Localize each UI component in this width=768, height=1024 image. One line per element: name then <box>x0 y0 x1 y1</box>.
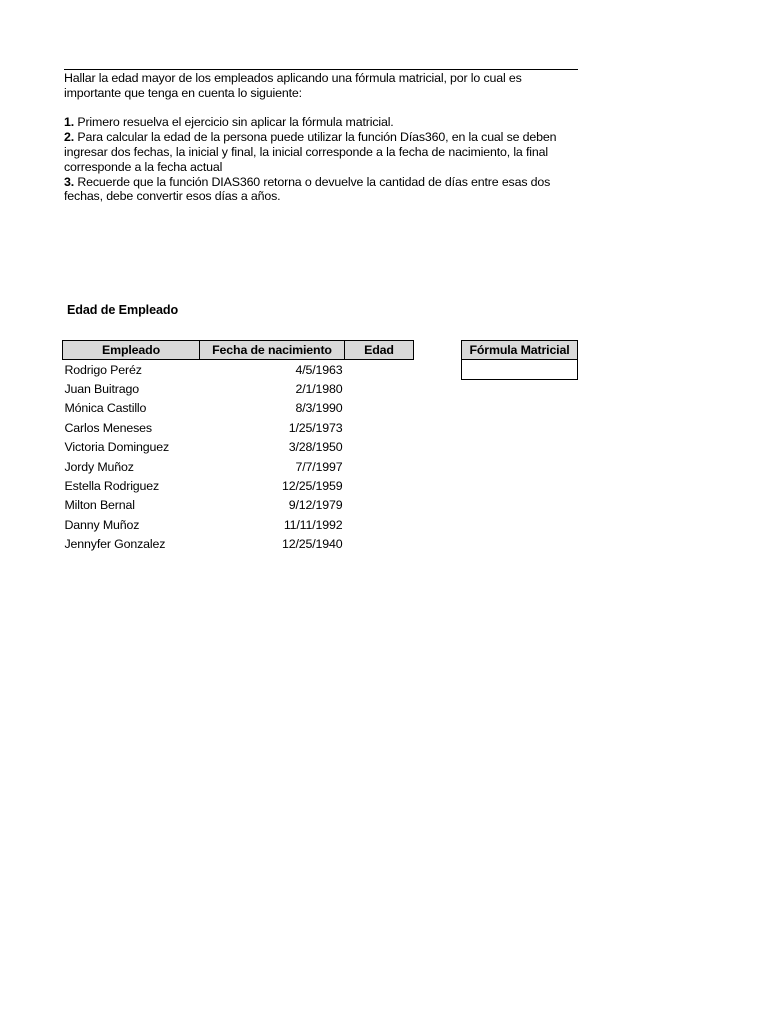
table-row <box>63 535 414 554</box>
birth-date-cell[interactable]: 9/12/1979 <box>288 498 343 513</box>
birth-date-cell[interactable]: 1/25/1973 <box>288 420 343 435</box>
instruction-step-3 <box>64 175 578 205</box>
employee-name-cell[interactable]: Danny Muñoz <box>64 517 140 532</box>
formula-matricial-header[interactable]: Fórmula Matricial <box>461 340 578 360</box>
age-cell[interactable] <box>345 496 414 515</box>
table-header-row <box>63 341 414 360</box>
table-row <box>63 399 414 418</box>
paragraph-gap <box>64 101 578 116</box>
step-text: Recuerde que la función DIAS360 retorna o devuelve la cantidad de días entre esas dos fechas, debe convertir esos días a años. <box>64 174 551 204</box>
birth-date-cell[interactable]: 3/28/1950 <box>288 440 343 455</box>
formula-matricial-cell[interactable] <box>461 360 578 380</box>
instructions-intro: Hallar la edad mayor de los empleados aplicando una fórmula matricial, por lo cual es importante que tenga en cuenta lo siguiente: <box>64 71 522 100</box>
employee-name-cell[interactable]: Milton Bernal <box>64 498 135 513</box>
table-row <box>63 457 414 476</box>
step-text: Para calcular la edad de la persona puede utilizar la función Días360, en la cual se deben ingresar dos fechas, la inicial y final, la inicial corresponde a la fecha de nacimiento, la final corresponde a la fecha actual <box>64 130 557 174</box>
age-cell[interactable] <box>345 457 414 476</box>
header-fecha-nacimiento[interactable]: Fecha de nacimiento <box>200 341 345 360</box>
table-row <box>63 515 414 534</box>
header-empleado[interactable]: Empleado <box>63 341 200 360</box>
birth-date-cell[interactable]: 12/25/1940 <box>281 537 343 552</box>
employee-name-cell[interactable]: Mónica Castillo <box>64 401 147 416</box>
table-row <box>63 438 414 457</box>
step-number: 2. <box>64 130 75 145</box>
table-row <box>63 496 414 515</box>
instructions-block <box>64 69 578 204</box>
age-cell[interactable] <box>345 360 414 380</box>
instruction-step-2 <box>64 130 578 174</box>
employee-name-cell[interactable]: Juan Buitrago <box>64 382 140 397</box>
section-title: Edad de Empleado <box>67 303 179 317</box>
table-row <box>63 379 414 398</box>
birth-date-cell[interactable]: 2/1/1980 <box>295 382 343 397</box>
birth-date-cell[interactable]: 8/3/1990 <box>295 401 343 416</box>
employee-name-cell[interactable]: Jennyfer Gonzalez <box>64 537 166 552</box>
table-row <box>63 476 414 495</box>
employee-table <box>62 340 414 554</box>
age-cell[interactable] <box>345 379 414 398</box>
employee-name-cell[interactable]: Estella Rodriguez <box>64 479 160 494</box>
step-number: 3. <box>64 174 75 189</box>
header-edad[interactable]: Edad <box>345 341 414 360</box>
table-row <box>63 360 414 380</box>
age-cell[interactable] <box>345 535 414 554</box>
age-cell[interactable] <box>345 476 414 495</box>
step-text: Primero resuelva el ejercicio sin aplicar la fórmula matricial. <box>74 115 394 130</box>
employee-name-cell[interactable]: Rodrigo Peréz <box>64 362 142 377</box>
age-cell[interactable] <box>345 399 414 418</box>
age-cell[interactable] <box>345 418 414 437</box>
birth-date-cell[interactable]: 4/5/1963 <box>295 362 343 377</box>
birth-date-cell[interactable]: 7/7/1997 <box>295 459 343 474</box>
employee-name-cell[interactable]: Victoria Dominguez <box>64 440 170 455</box>
employee-name-cell[interactable]: Jordy Muñoz <box>64 459 134 474</box>
birth-date-cell[interactable]: 11/11/1992 <box>283 517 343 532</box>
age-cell[interactable] <box>345 515 414 534</box>
instruction-step-1 <box>64 115 578 130</box>
birth-date-cell[interactable]: 12/25/1959 <box>281 479 343 494</box>
formula-matricial-box <box>461 340 578 380</box>
step-number: 1. <box>64 115 75 130</box>
age-cell[interactable] <box>345 438 414 457</box>
table-row <box>63 418 414 437</box>
employee-name-cell[interactable]: Carlos Meneses <box>64 420 152 435</box>
